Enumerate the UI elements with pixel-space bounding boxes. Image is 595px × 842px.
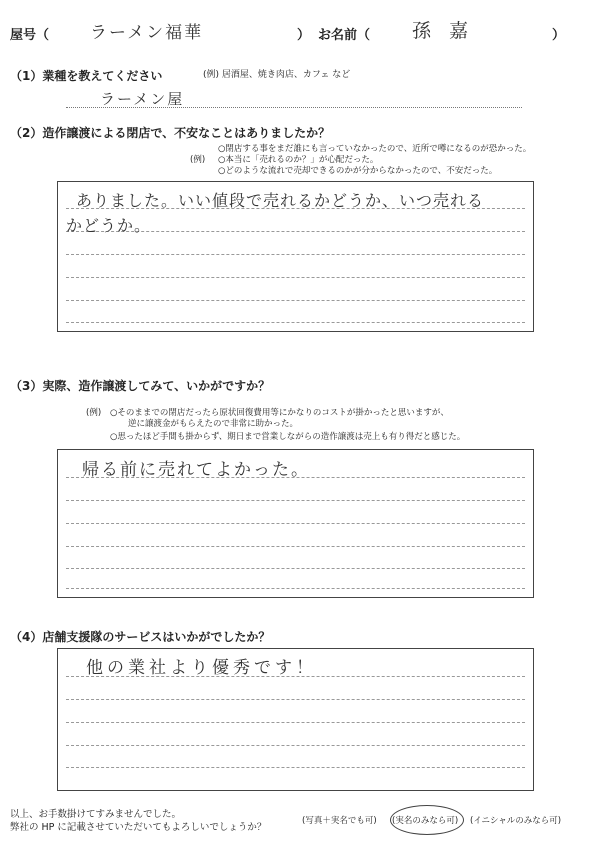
q1-title: （1）業種を教えてください	[10, 69, 163, 83]
q2-answer-box	[57, 181, 534, 332]
ruled-line	[66, 568, 525, 569]
q2-example-label: (例)	[190, 155, 206, 165]
ruled-line	[66, 588, 525, 589]
q3-example-label: (例)	[86, 408, 102, 418]
q3-answer: 帰る前に売れてよかった。	[82, 460, 310, 480]
q2-example-1: ○閉店する事をまだ誰にも言っていなかったので、近所で噂になるのが恐かった。	[218, 144, 532, 154]
ruled-line	[66, 722, 525, 723]
q1-answer-line	[66, 107, 522, 108]
q1-example: (例) 居酒屋、焼き肉店、カフェ など	[203, 70, 351, 80]
selected-option-circle	[390, 805, 464, 835]
q1-answer: ラーメン屋	[100, 90, 185, 108]
option-initials-only: (イニシャルのみなら可)	[470, 816, 562, 826]
customer-name-label: お名前（	[318, 28, 371, 43]
q2-answer-line-2: かどうか。	[66, 216, 152, 235]
q4-answer: 他の業社より優秀です！	[86, 658, 317, 678]
option-name-only: (実名のみなら可)	[392, 816, 459, 826]
q3-answer-box	[57, 449, 534, 598]
q3-title: （3）実際、造作譲渡してみて、いかがですか？	[10, 379, 271, 393]
ruled-line	[66, 300, 525, 301]
shop-name-close: ）	[297, 28, 311, 43]
q4-title: （4）店舗支援隊のサービスはいかがでしたか？	[10, 630, 271, 644]
shop-name-value: ラーメン福華	[90, 23, 204, 43]
q2-answer-line-1: ありました。いい値段で売れるかどうか、いつ売れる	[76, 191, 485, 210]
q3-example-3: ○思ったほど手間も掛からず、期日まで営業しながらの造作譲渡は売上も有り得だと感じた。	[110, 432, 466, 442]
ruled-line	[66, 767, 525, 768]
q2-title: （2）造作譲渡による閉店で、不安なことはありましたか？	[10, 126, 331, 140]
customer-name-close: ）	[552, 28, 566, 43]
q3-example-2: 逆に譲渡金がもらえたので非常に助かった。	[128, 419, 299, 429]
ruled-line	[66, 699, 525, 700]
option-photo-and-name: (写真＋実名でも可)	[302, 816, 377, 826]
ruled-line	[66, 745, 525, 746]
footer-line-1: 以上、お手数掛けてすみませんでした。	[10, 809, 182, 820]
q3-example-1: ○そのままでの閉店だったら原状回復費用等にかなりのコストが掛かったと思いますが、	[110, 408, 449, 418]
q2-example-2: ○本当に「売れるのか？」が心配だった。	[218, 155, 379, 165]
ruled-line	[66, 523, 525, 524]
shop-name-label: 屋号（	[10, 28, 50, 43]
q2-example-3: ○どのような流れで売却できるのかが分からなかったので、不安だった。	[218, 166, 498, 176]
customer-name-value: 孫 嘉	[412, 20, 475, 42]
footer-line-2: 弊社の HP に記載させていただいてもよろしいでしょうか？	[10, 822, 267, 833]
ruled-line	[66, 322, 525, 323]
ruled-line	[66, 500, 525, 501]
ruled-line	[66, 546, 525, 547]
ruled-line	[66, 254, 525, 255]
ruled-line	[66, 277, 525, 278]
q4-answer-box	[57, 648, 534, 791]
